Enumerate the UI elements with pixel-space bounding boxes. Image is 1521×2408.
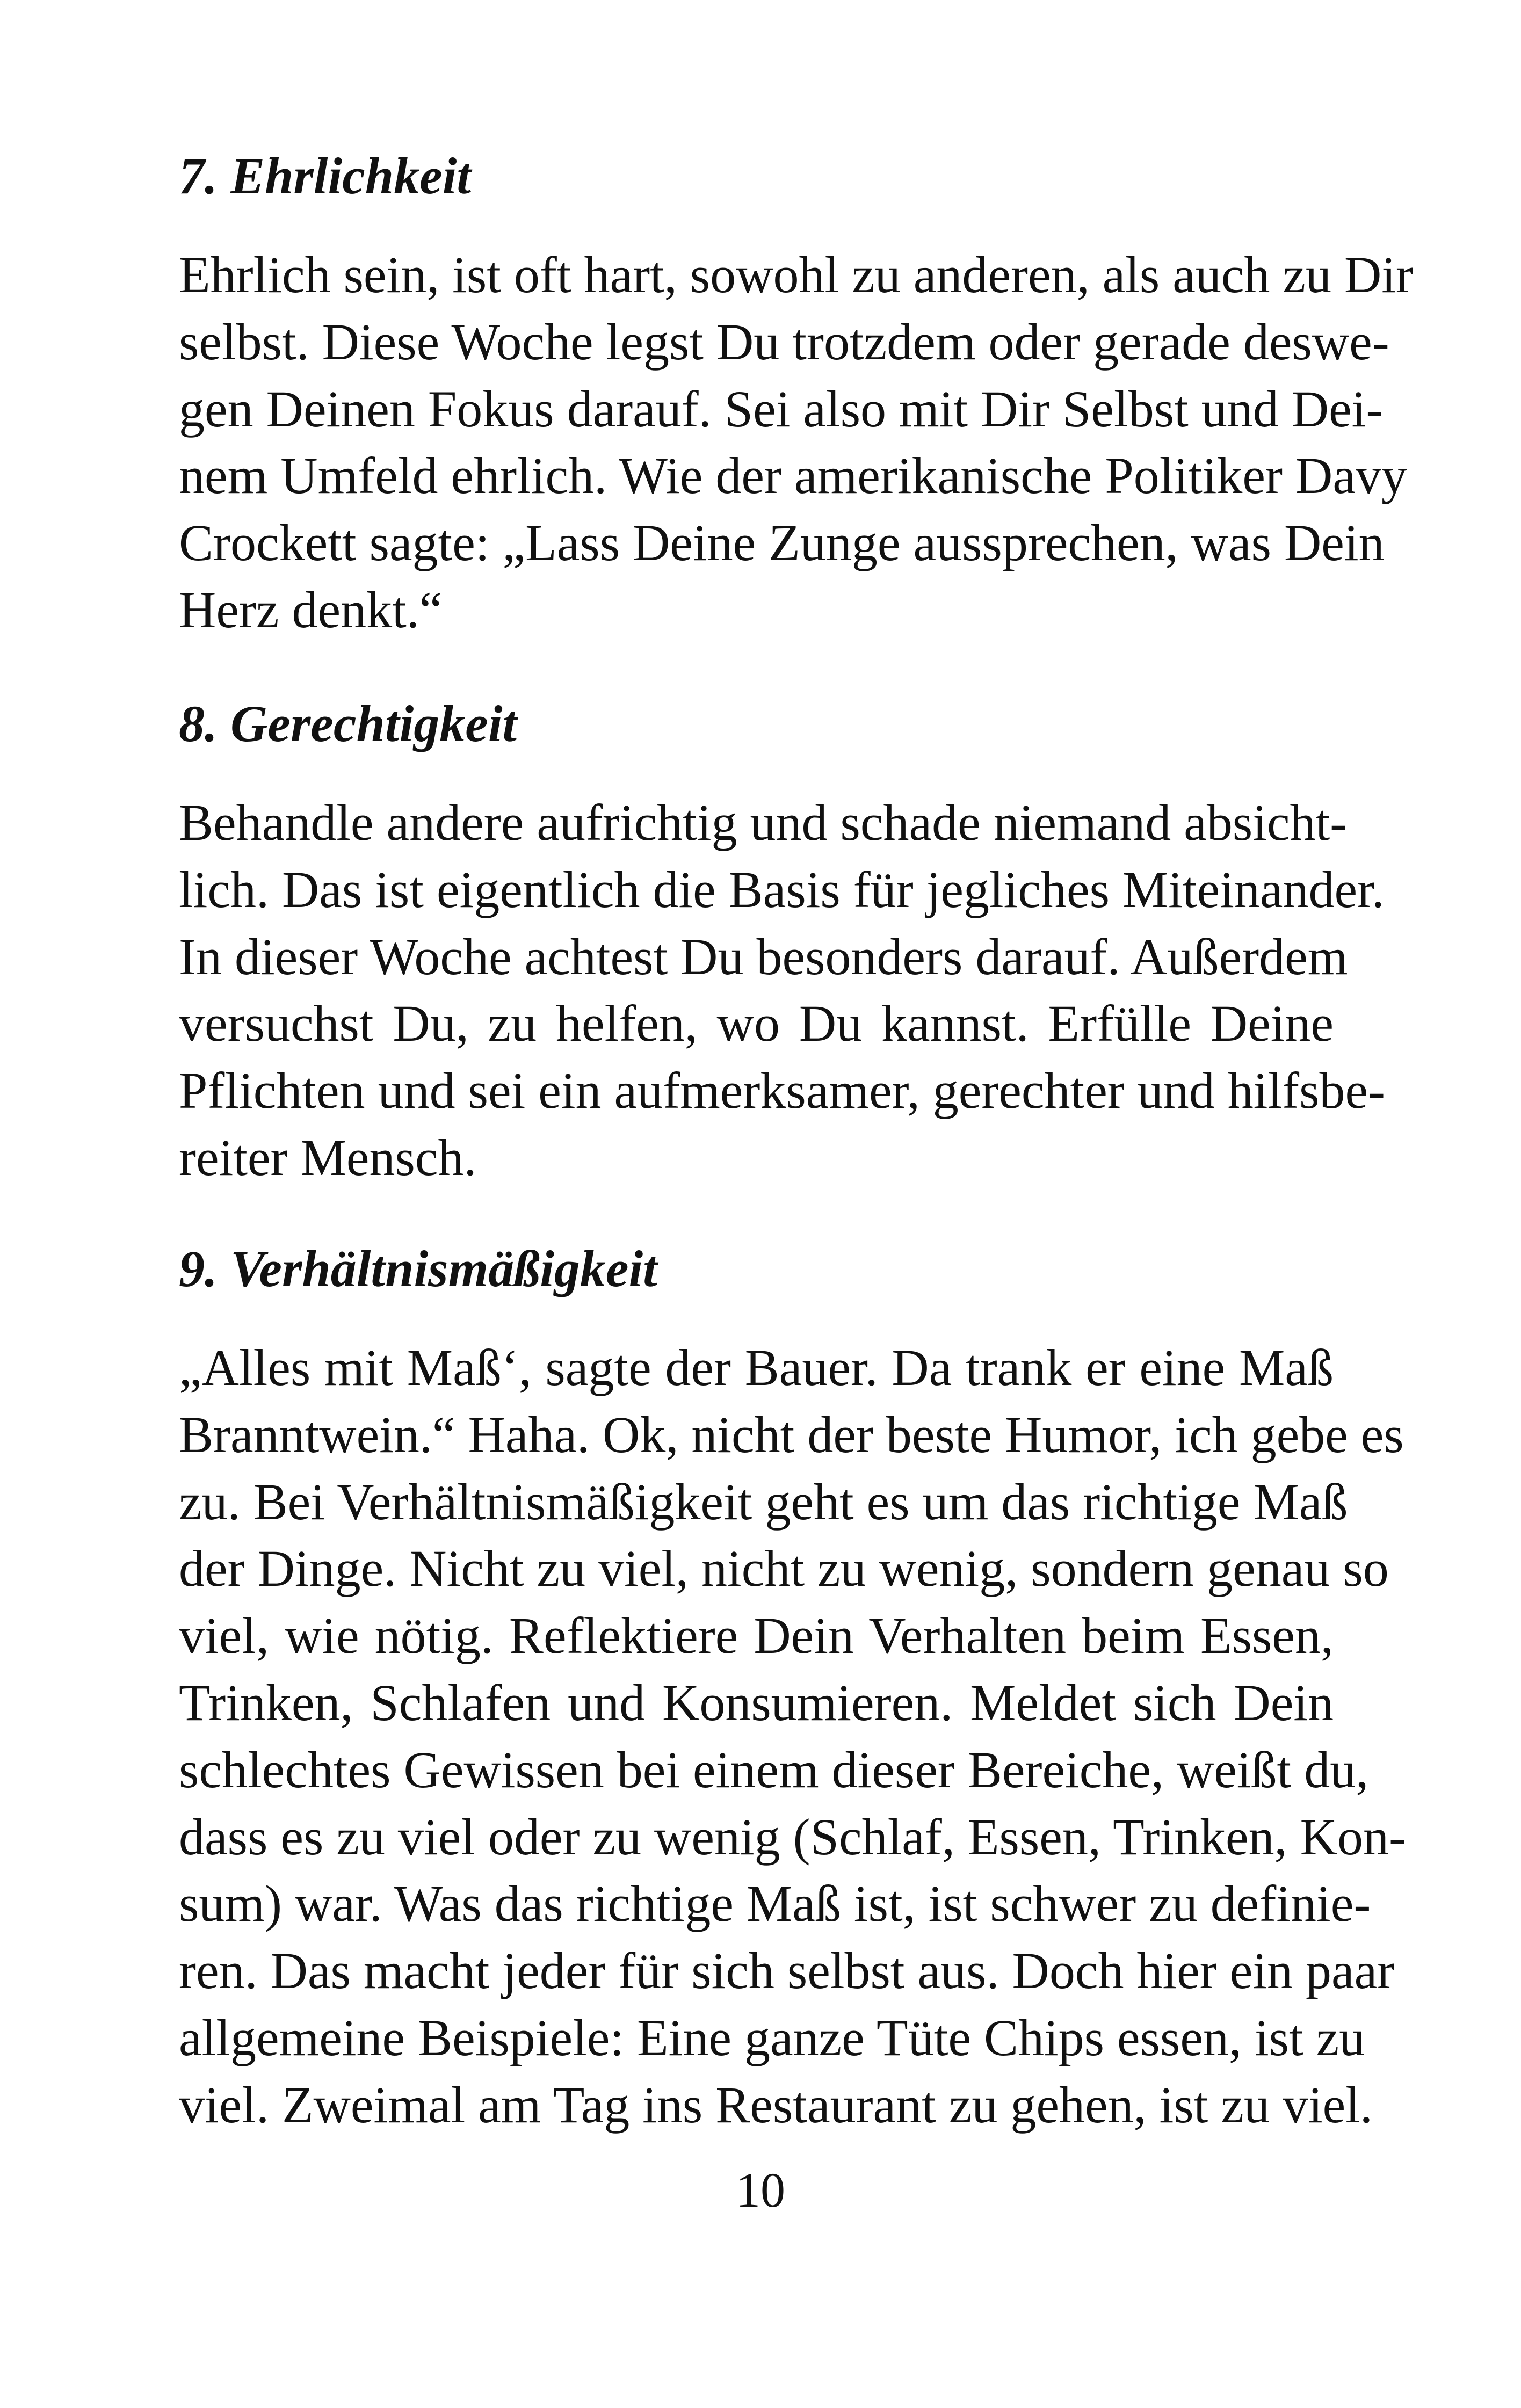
section-paragraph-ehrlichkeit — [179, 242, 1413, 644]
text-line: Behandle andere aufrichtig und schade niemand absicht- — [179, 794, 1348, 851]
section-heading-gerechtigkeit: 8. Gerechtigkeit — [179, 695, 517, 752]
section-paragraph-gerechtigkeit — [179, 789, 1386, 1192]
text-line: Crockett sagte: „Lass Deine Zunge aussprechen, was Dein — [179, 514, 1385, 572]
text-line: „Alles mit Maß‘, sagte der Bauer. Da trank er eine Maß — [179, 1339, 1334, 1396]
text-line: In dieser Woche achtest Du besonders darauf. Außerdem — [179, 927, 1348, 985]
section-heading-verhaeltnismaessigkeit: 9. Verhältnismäßigkeit — [179, 1240, 657, 1297]
text-line: selbst. Diese Woche legst Du trotzdem oder gerade deswe- — [179, 313, 1389, 371]
text-line: viel, wie nötig. Reflektiere Dein Verhalten beim Essen, — [179, 1607, 1334, 1665]
text-line: der Dinge. Nicht zu viel, nicht zu wenig, sondern genau so — [179, 1540, 1389, 1598]
text-line: sum) war. Was das richtige Maß ist, ist schwer zu definie- — [179, 1875, 1371, 1933]
text-line: versuchst Du, zu helfen, wo Du kannst. Erfülle Deine — [179, 995, 1334, 1053]
text-line: reiter Mensch. — [179, 1128, 477, 1186]
text-line: Herz denkt.“ — [179, 581, 443, 639]
text-line: allgemeine Beispiele: Eine ganze Tüte Chips essen, ist zu — [179, 2008, 1365, 2066]
text-line: viel. Zweimal am Tag ins Restaurant zu gehen, ist zu viel. — [179, 2076, 1373, 2134]
text-line: zu. Bei Verhältnismäßigkeit geht es um das richtige Maß — [179, 1473, 1348, 1531]
text-line: gen Deinen Fokus darauf. Sei also mit Dir Selbst und Dei- — [179, 380, 1384, 438]
text-line: Trinken, Schlafen und Konsumieren. Meldet sich Dein — [179, 1673, 1334, 1731]
section-heading-ehrlichkeit: 7. Ehrlichkeit — [179, 147, 472, 205]
text-line: Pflichten und sei ein aufmerksamer, gerechter und hilfsbe- — [179, 1062, 1386, 1120]
text-line: nem Umfeld ehrlich. Wie der amerikanische Politiker Davy — [179, 447, 1407, 505]
page-number: 10 — [736, 2163, 785, 2217]
section-paragraph-verhaeltnismaessigkeit — [179, 1334, 1406, 2139]
text-line: schlechtes Gewissen bei einem dieser Bereiche, weißt du, — [179, 1740, 1369, 1798]
text-line: Branntwein.“ Haha. Ok, nicht der beste Humor, ich gebe es — [179, 1405, 1404, 1463]
text-line: lich. Das ist eigentlich die Basis für jegliches Miteinander. — [179, 860, 1385, 918]
text-line: Ehrlich sein, ist oft hart, sowohl zu anderen, als auch zu Dir — [179, 246, 1413, 303]
text-line: ren. Das macht jeder für sich selbst aus. Doch hier ein paar — [179, 1942, 1395, 2000]
text-line: dass es zu viel oder zu wenig (Schlaf, Essen, Trinken, Kon- — [179, 1808, 1406, 1866]
